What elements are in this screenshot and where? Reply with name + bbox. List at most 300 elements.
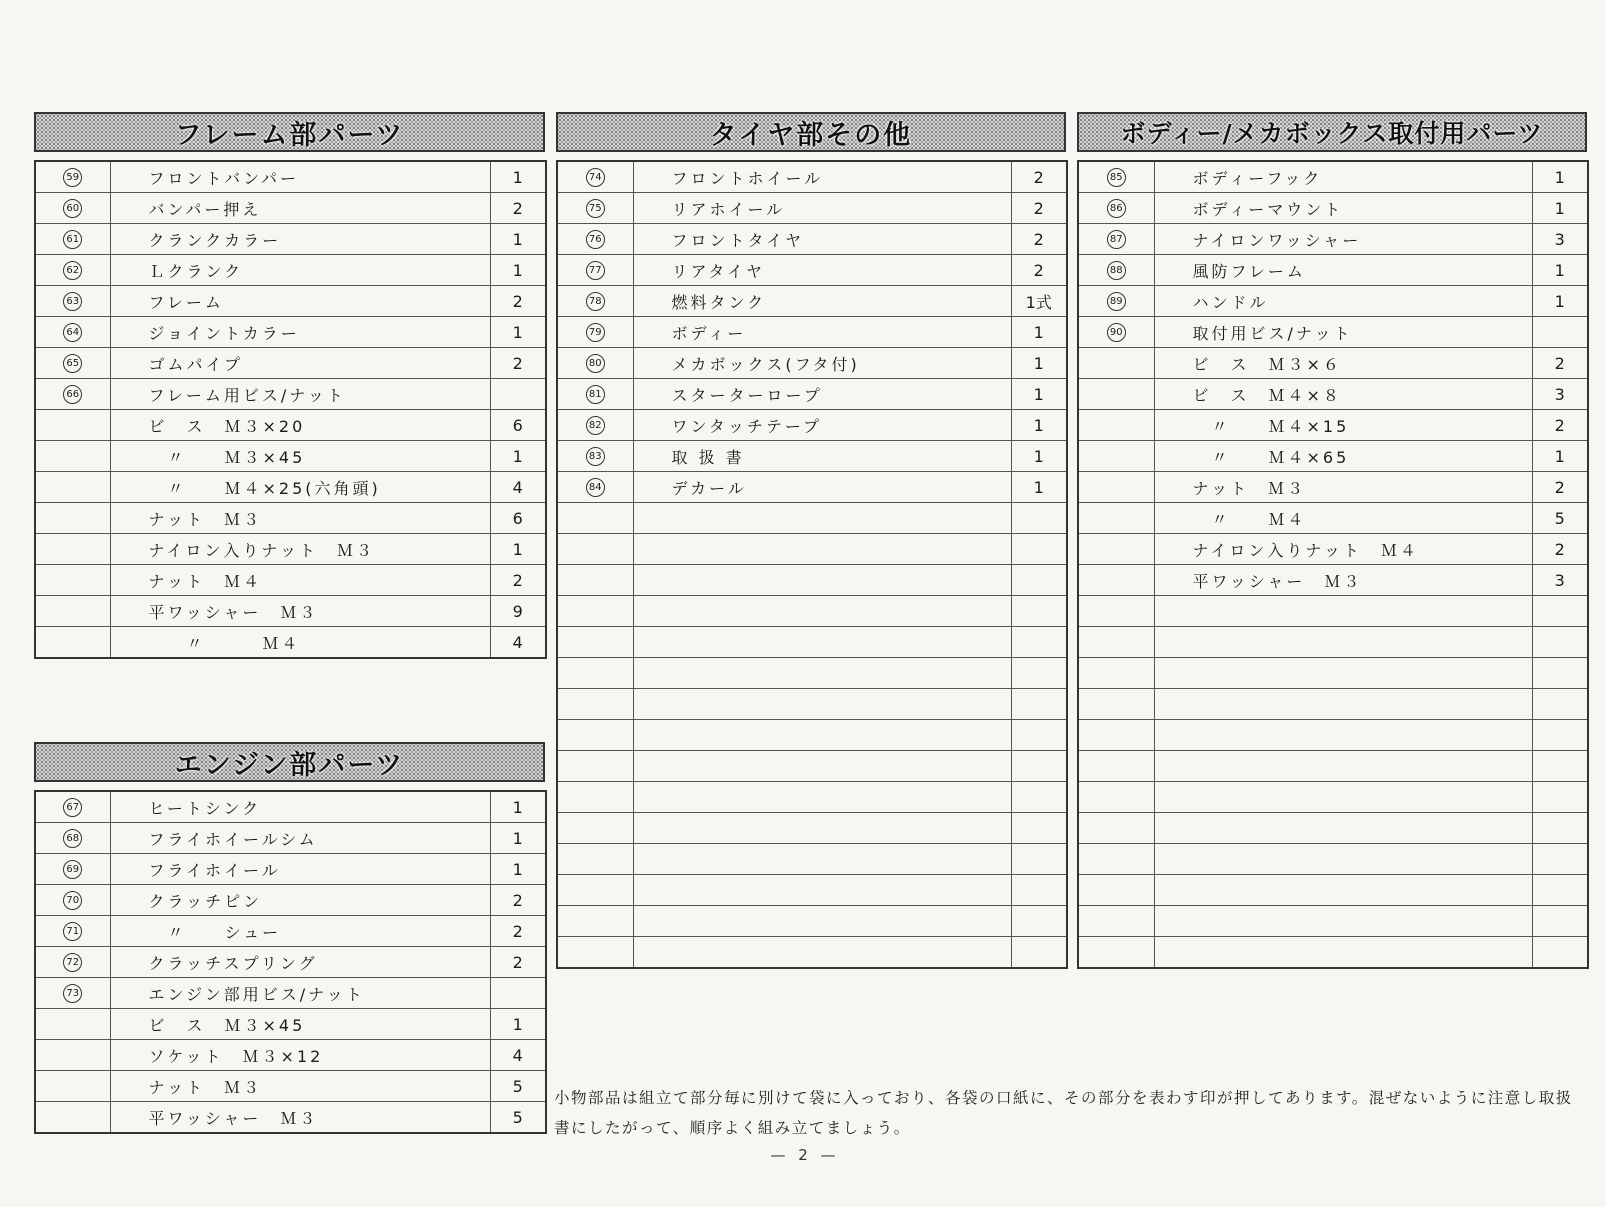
part-number bbox=[557, 224, 633, 255]
part-number bbox=[557, 317, 633, 348]
circled-number: 80 bbox=[586, 354, 605, 373]
part-number bbox=[1078, 875, 1154, 906]
part-quantity bbox=[1011, 906, 1067, 937]
part-name: 取付用ビス/ナット bbox=[1154, 317, 1532, 348]
part-number bbox=[557, 875, 633, 906]
table-row bbox=[35, 916, 546, 947]
part-number bbox=[1078, 317, 1154, 348]
body-parts-title: ボディー/メカボックス取付用パーツ bbox=[1077, 112, 1587, 152]
part-name: リアタイヤ bbox=[633, 255, 1011, 286]
table-row bbox=[1078, 348, 1588, 379]
part-name bbox=[633, 844, 1011, 875]
part-name: フロントタイヤ bbox=[633, 224, 1011, 255]
part-name bbox=[1154, 720, 1532, 751]
part-number bbox=[557, 813, 633, 844]
part-quantity: 1 bbox=[1532, 193, 1588, 224]
part-quantity: 1 bbox=[490, 823, 546, 854]
part-number bbox=[1078, 844, 1154, 875]
part-quantity: 2 bbox=[490, 193, 546, 224]
part-quantity: 1 bbox=[490, 255, 546, 286]
part-number bbox=[35, 317, 110, 348]
table-row bbox=[557, 255, 1067, 286]
table-row bbox=[35, 503, 546, 534]
part-quantity bbox=[1011, 751, 1067, 782]
table-row bbox=[557, 875, 1067, 906]
part-number bbox=[1078, 224, 1154, 255]
part-quantity bbox=[1532, 937, 1588, 969]
circled-number: 81 bbox=[586, 385, 605, 404]
part-quantity bbox=[1532, 844, 1588, 875]
part-name: クラッチスプリング bbox=[110, 947, 490, 978]
part-number bbox=[557, 379, 633, 410]
table-row bbox=[557, 441, 1067, 472]
part-quantity: 1 bbox=[490, 441, 546, 472]
part-number bbox=[1078, 534, 1154, 565]
table-row bbox=[1078, 751, 1588, 782]
part-number bbox=[35, 503, 110, 534]
part-quantity: 2 bbox=[1011, 161, 1067, 193]
circled-number: 87 bbox=[1107, 230, 1126, 249]
part-number bbox=[557, 255, 633, 286]
part-number bbox=[35, 565, 110, 596]
circled-number: 84 bbox=[586, 478, 605, 497]
part-quantity bbox=[1011, 937, 1067, 969]
table-row bbox=[35, 441, 546, 472]
table-row bbox=[557, 937, 1067, 969]
part-quantity bbox=[1532, 627, 1588, 658]
part-quantity bbox=[1532, 906, 1588, 937]
part-number bbox=[35, 161, 110, 193]
part-quantity: 2 bbox=[1532, 410, 1588, 441]
table-row bbox=[1078, 813, 1588, 844]
circled-number: 78 bbox=[586, 292, 605, 311]
table-row bbox=[35, 565, 546, 596]
part-name: 平ワッシャー Ｍ３ bbox=[148, 1108, 319, 1128]
body-parts-table bbox=[1077, 160, 1589, 969]
table-row bbox=[35, 1071, 546, 1102]
table-row bbox=[557, 906, 1067, 937]
part-quantity: 3 bbox=[1532, 224, 1588, 255]
table-row bbox=[557, 720, 1067, 751]
part-name: ゴムパイプ bbox=[110, 348, 490, 379]
part-number bbox=[35, 1040, 110, 1071]
part-name bbox=[1154, 627, 1532, 658]
table-row bbox=[1078, 503, 1588, 534]
table-row bbox=[1078, 255, 1588, 286]
circled-number: 65 bbox=[63, 354, 82, 373]
part-name: ビ ス Ｍ３×６ bbox=[1154, 348, 1532, 379]
part-name: 燃料タンク bbox=[633, 286, 1011, 317]
table-row bbox=[1078, 658, 1588, 689]
part-quantity: 4 bbox=[490, 627, 546, 659]
table-row bbox=[557, 596, 1067, 627]
engine-parts-title: エンジン部パーツ bbox=[34, 742, 545, 782]
engine-parts-table bbox=[34, 790, 547, 1134]
table-row bbox=[35, 193, 546, 224]
part-number bbox=[35, 947, 110, 978]
part-number bbox=[1078, 596, 1154, 627]
table-row bbox=[35, 1102, 546, 1134]
part-number bbox=[557, 596, 633, 627]
part-number bbox=[1078, 565, 1154, 596]
part-name: ビ ス Ｍ４×８ bbox=[1154, 379, 1532, 410]
part-number bbox=[1078, 751, 1154, 782]
table-row bbox=[557, 658, 1067, 689]
part-number bbox=[557, 286, 633, 317]
part-number bbox=[35, 534, 110, 565]
part-quantity bbox=[1011, 875, 1067, 906]
part-quantity bbox=[1011, 565, 1067, 596]
part-quantity bbox=[1011, 658, 1067, 689]
part-name bbox=[633, 720, 1011, 751]
part-number bbox=[35, 348, 110, 379]
part-quantity: 2 bbox=[1011, 224, 1067, 255]
part-number bbox=[1078, 441, 1154, 472]
part-name: フレーム用ビス/ナット bbox=[110, 379, 490, 410]
part-quantity: 6 bbox=[490, 503, 546, 534]
part-quantity: 4 bbox=[490, 472, 546, 503]
table-row bbox=[1078, 286, 1588, 317]
part-name: クランクカラー bbox=[110, 224, 490, 255]
frame-parts-title: フレーム部パーツ bbox=[34, 112, 545, 152]
part-quantity: 1式 bbox=[1011, 286, 1067, 317]
part-quantity: 1 bbox=[490, 161, 546, 193]
part-name bbox=[633, 565, 1011, 596]
table-row bbox=[1078, 472, 1588, 503]
part-number bbox=[557, 410, 633, 441]
part-quantity: 1 bbox=[1532, 255, 1588, 286]
table-row bbox=[35, 161, 546, 193]
part-number bbox=[557, 161, 633, 193]
part-name: フロントホイール bbox=[633, 161, 1011, 193]
part-quantity bbox=[1532, 689, 1588, 720]
table-row bbox=[1078, 565, 1588, 596]
part-quantity: 6 bbox=[490, 410, 546, 441]
part-name: 平ワッシャー Ｍ３ bbox=[1154, 565, 1532, 596]
part-number bbox=[557, 193, 633, 224]
part-name: フライホイール bbox=[110, 854, 490, 885]
part-name bbox=[1154, 937, 1532, 969]
part-quantity bbox=[1011, 503, 1067, 534]
part-name: 風防フレーム bbox=[1154, 255, 1532, 286]
table-row bbox=[1078, 720, 1588, 751]
table-row bbox=[35, 978, 546, 1009]
part-number bbox=[35, 916, 110, 947]
part-quantity bbox=[1532, 782, 1588, 813]
part-number bbox=[1078, 937, 1154, 969]
part-quantity: 2 bbox=[490, 885, 546, 916]
part-name bbox=[633, 689, 1011, 720]
table-row bbox=[35, 410, 546, 441]
assembly-note: 小物部品は組立て部分毎に別けて袋に入っており、各袋の口紙に、その部分を表わす印が押してあります。混ぜないように注意し取扱書にしたがって、順序よく組み立てましょう。 bbox=[554, 1089, 1573, 1137]
circled-number: 68 bbox=[63, 829, 82, 848]
table-row bbox=[1078, 193, 1588, 224]
part-quantity bbox=[1011, 534, 1067, 565]
part-name: 〃 Ｍ４×15 bbox=[1154, 410, 1532, 441]
part-name: ボディーフック bbox=[1154, 161, 1532, 193]
part-name: 〃 Ｍ３×45 bbox=[110, 441, 490, 472]
part-number bbox=[557, 751, 633, 782]
table-row bbox=[1078, 689, 1588, 720]
table-row bbox=[1078, 627, 1588, 658]
circled-number: 76 bbox=[586, 230, 605, 249]
table-row bbox=[1078, 379, 1588, 410]
table-row bbox=[1078, 534, 1588, 565]
part-quantity: 2 bbox=[490, 916, 546, 947]
part-name: バンパー押え bbox=[110, 193, 490, 224]
part-number bbox=[557, 689, 633, 720]
part-name: スターターロープ bbox=[633, 379, 1011, 410]
part-name bbox=[1154, 596, 1532, 627]
table-row bbox=[35, 379, 546, 410]
part-number bbox=[35, 854, 110, 885]
part-number bbox=[1078, 255, 1154, 286]
part-number bbox=[35, 410, 110, 441]
part-quantity: 1 bbox=[1532, 161, 1588, 193]
part-number bbox=[1078, 782, 1154, 813]
table-row bbox=[557, 813, 1067, 844]
table-row bbox=[35, 885, 546, 916]
part-name bbox=[633, 875, 1011, 906]
part-quantity bbox=[1011, 720, 1067, 751]
circled-number: 75 bbox=[586, 199, 605, 218]
table-row bbox=[35, 1009, 546, 1040]
part-quantity bbox=[1532, 875, 1588, 906]
table-row bbox=[1078, 317, 1588, 348]
table-row bbox=[557, 161, 1067, 193]
part-number bbox=[35, 627, 110, 659]
part-name: クラッチピン bbox=[110, 885, 490, 916]
part-quantity: 1 bbox=[490, 534, 546, 565]
part-quantity: 1 bbox=[490, 1009, 546, 1040]
part-number bbox=[1078, 627, 1154, 658]
table-row bbox=[35, 791, 546, 823]
part-quantity bbox=[490, 379, 546, 410]
table-row bbox=[557, 317, 1067, 348]
part-number bbox=[35, 379, 110, 410]
table-row bbox=[557, 348, 1067, 379]
part-name bbox=[1154, 906, 1532, 937]
table-row bbox=[1078, 441, 1588, 472]
part-quantity: 1 bbox=[1011, 317, 1067, 348]
part-number bbox=[1078, 720, 1154, 751]
table-row bbox=[1078, 161, 1588, 193]
part-number bbox=[1078, 813, 1154, 844]
part-quantity: 1 bbox=[1011, 472, 1067, 503]
tire-parts-table bbox=[556, 160, 1068, 969]
part-name: ビ ス Ｍ３×45 bbox=[110, 1009, 490, 1040]
part-number bbox=[35, 823, 110, 854]
table-row bbox=[557, 751, 1067, 782]
part-name bbox=[633, 906, 1011, 937]
tire-parts-title: タイヤ部その他 bbox=[556, 112, 1066, 152]
part-number bbox=[1078, 193, 1154, 224]
table-row bbox=[1078, 937, 1588, 969]
part-quantity: 2 bbox=[490, 348, 546, 379]
part-name: 〃 Ｍ４ bbox=[1154, 503, 1532, 534]
part-name: ヒートシンク bbox=[110, 791, 490, 823]
part-number bbox=[1078, 379, 1154, 410]
page-number: — 2 — bbox=[770, 1146, 840, 1164]
part-number bbox=[35, 286, 110, 317]
part-name: ワンタッチテープ bbox=[633, 410, 1011, 441]
part-number bbox=[35, 885, 110, 916]
table-row bbox=[35, 947, 546, 978]
part-number bbox=[35, 224, 110, 255]
part-name: 〃 シュー bbox=[110, 916, 490, 947]
part-name: ジョイントカラー bbox=[110, 317, 490, 348]
part-name bbox=[1154, 813, 1532, 844]
table-row bbox=[557, 782, 1067, 813]
table-row bbox=[557, 410, 1067, 441]
part-name bbox=[633, 782, 1011, 813]
part-quantity: 1 bbox=[1532, 286, 1588, 317]
table-row bbox=[557, 844, 1067, 875]
part-quantity: 2 bbox=[1011, 193, 1067, 224]
part-quantity: 1 bbox=[490, 317, 546, 348]
part-name: ハンドル bbox=[1154, 286, 1532, 317]
part-number bbox=[557, 782, 633, 813]
part-number bbox=[557, 441, 633, 472]
part-number bbox=[557, 937, 633, 969]
part-name bbox=[1154, 844, 1532, 875]
circled-number: 74 bbox=[586, 168, 605, 187]
table-row bbox=[557, 379, 1067, 410]
part-number bbox=[35, 1071, 110, 1102]
circled-number: 70 bbox=[63, 891, 82, 910]
part-name: メカボックス(フタ付) bbox=[633, 348, 1011, 379]
part-name: 取 扱 書 bbox=[633, 441, 1011, 472]
part-quantity bbox=[1011, 596, 1067, 627]
table-row bbox=[35, 286, 546, 317]
part-name: フロントバンパー bbox=[110, 161, 490, 193]
part-quantity: 9 bbox=[490, 596, 546, 627]
part-quantity: 2 bbox=[1532, 348, 1588, 379]
table-row bbox=[35, 255, 546, 286]
part-quantity: 2 bbox=[490, 565, 546, 596]
part-quantity: 2 bbox=[1532, 534, 1588, 565]
part-quantity: 2 bbox=[1532, 472, 1588, 503]
part-number bbox=[557, 565, 633, 596]
part-name bbox=[633, 813, 1011, 844]
part-number bbox=[557, 348, 633, 379]
table-row bbox=[35, 823, 546, 854]
part-number bbox=[35, 978, 110, 1009]
table-row bbox=[557, 503, 1067, 534]
part-name: ビ ス Ｍ３×20 bbox=[110, 410, 490, 441]
part-name: デカール bbox=[633, 472, 1011, 503]
table-row bbox=[35, 534, 546, 565]
part-quantity: 1 bbox=[490, 854, 546, 885]
part-number bbox=[557, 844, 633, 875]
table-row bbox=[557, 286, 1067, 317]
circled-number: 71 bbox=[63, 922, 82, 941]
part-quantity: 4 bbox=[490, 1040, 546, 1071]
table-row bbox=[35, 854, 546, 885]
part-number bbox=[35, 193, 110, 224]
part-number bbox=[35, 472, 110, 503]
circled-number: 77 bbox=[586, 261, 605, 280]
part-number bbox=[1078, 689, 1154, 720]
circled-number: 59 bbox=[63, 168, 82, 187]
part-name bbox=[633, 751, 1011, 782]
frame-parts-table bbox=[34, 160, 547, 659]
part-number bbox=[1078, 503, 1154, 534]
part-number bbox=[557, 658, 633, 689]
table-row bbox=[557, 565, 1067, 596]
circled-number: 60 bbox=[63, 199, 82, 218]
table-row bbox=[1078, 844, 1588, 875]
part-name: フライホイールシム bbox=[110, 823, 490, 854]
part-name bbox=[633, 658, 1011, 689]
part-name: ナット Ｍ３ bbox=[110, 1071, 490, 1102]
part-name: 〃 Ｍ４×65 bbox=[1154, 441, 1532, 472]
part-name: リアホイール bbox=[633, 193, 1011, 224]
part-number bbox=[1078, 348, 1154, 379]
circled-number: 82 bbox=[586, 416, 605, 435]
part-quantity bbox=[1532, 317, 1588, 348]
part-name bbox=[1154, 782, 1532, 813]
part-number bbox=[1078, 658, 1154, 689]
table-row bbox=[557, 534, 1067, 565]
part-number bbox=[1078, 286, 1154, 317]
part-number bbox=[35, 1102, 110, 1134]
circled-number: 72 bbox=[63, 953, 82, 972]
part-quantity bbox=[1532, 813, 1588, 844]
table-row bbox=[35, 317, 546, 348]
part-number bbox=[1078, 472, 1154, 503]
circled-number: 83 bbox=[586, 447, 605, 466]
table-row bbox=[35, 1040, 546, 1071]
part-number bbox=[557, 534, 633, 565]
part-name: ボディーマウント bbox=[1154, 193, 1532, 224]
part-quantity bbox=[1532, 751, 1588, 782]
part-quantity: 1 bbox=[1011, 348, 1067, 379]
part-name: Ｌクランク bbox=[110, 255, 490, 286]
part-quantity: 1 bbox=[490, 224, 546, 255]
part-number bbox=[35, 791, 110, 823]
circled-number: 67 bbox=[63, 798, 82, 817]
part-number bbox=[557, 472, 633, 503]
circled-number: 79 bbox=[586, 323, 605, 342]
circled-number: 90 bbox=[1107, 323, 1126, 342]
part-name bbox=[633, 627, 1011, 658]
part-name bbox=[1154, 875, 1532, 906]
part-name: ナイロン入りナット Ｍ４ bbox=[1154, 534, 1532, 565]
part-quantity bbox=[1011, 689, 1067, 720]
part-number bbox=[1078, 906, 1154, 937]
part-number bbox=[1078, 161, 1154, 193]
part-name bbox=[633, 596, 1011, 627]
part-quantity: 1 bbox=[1011, 441, 1067, 472]
part-quantity bbox=[1011, 813, 1067, 844]
part-quantity bbox=[1532, 658, 1588, 689]
part-quantity: 1 bbox=[1011, 410, 1067, 441]
part-name bbox=[1154, 658, 1532, 689]
part-quantity: 1 bbox=[1011, 379, 1067, 410]
part-quantity: 5 bbox=[490, 1102, 546, 1134]
table-row bbox=[35, 596, 546, 627]
part-name bbox=[1154, 751, 1532, 782]
part-quantity bbox=[1011, 844, 1067, 875]
part-number bbox=[35, 441, 110, 472]
part-name: ナイロン入りナット Ｍ３ bbox=[110, 534, 490, 565]
circled-number: 85 bbox=[1107, 168, 1126, 187]
part-name: ナット Ｍ３ bbox=[110, 503, 490, 534]
table-row bbox=[35, 627, 546, 659]
part-name: 〃 Ｍ４×25(六角頭) bbox=[110, 472, 490, 503]
circled-number: 69 bbox=[63, 860, 82, 879]
